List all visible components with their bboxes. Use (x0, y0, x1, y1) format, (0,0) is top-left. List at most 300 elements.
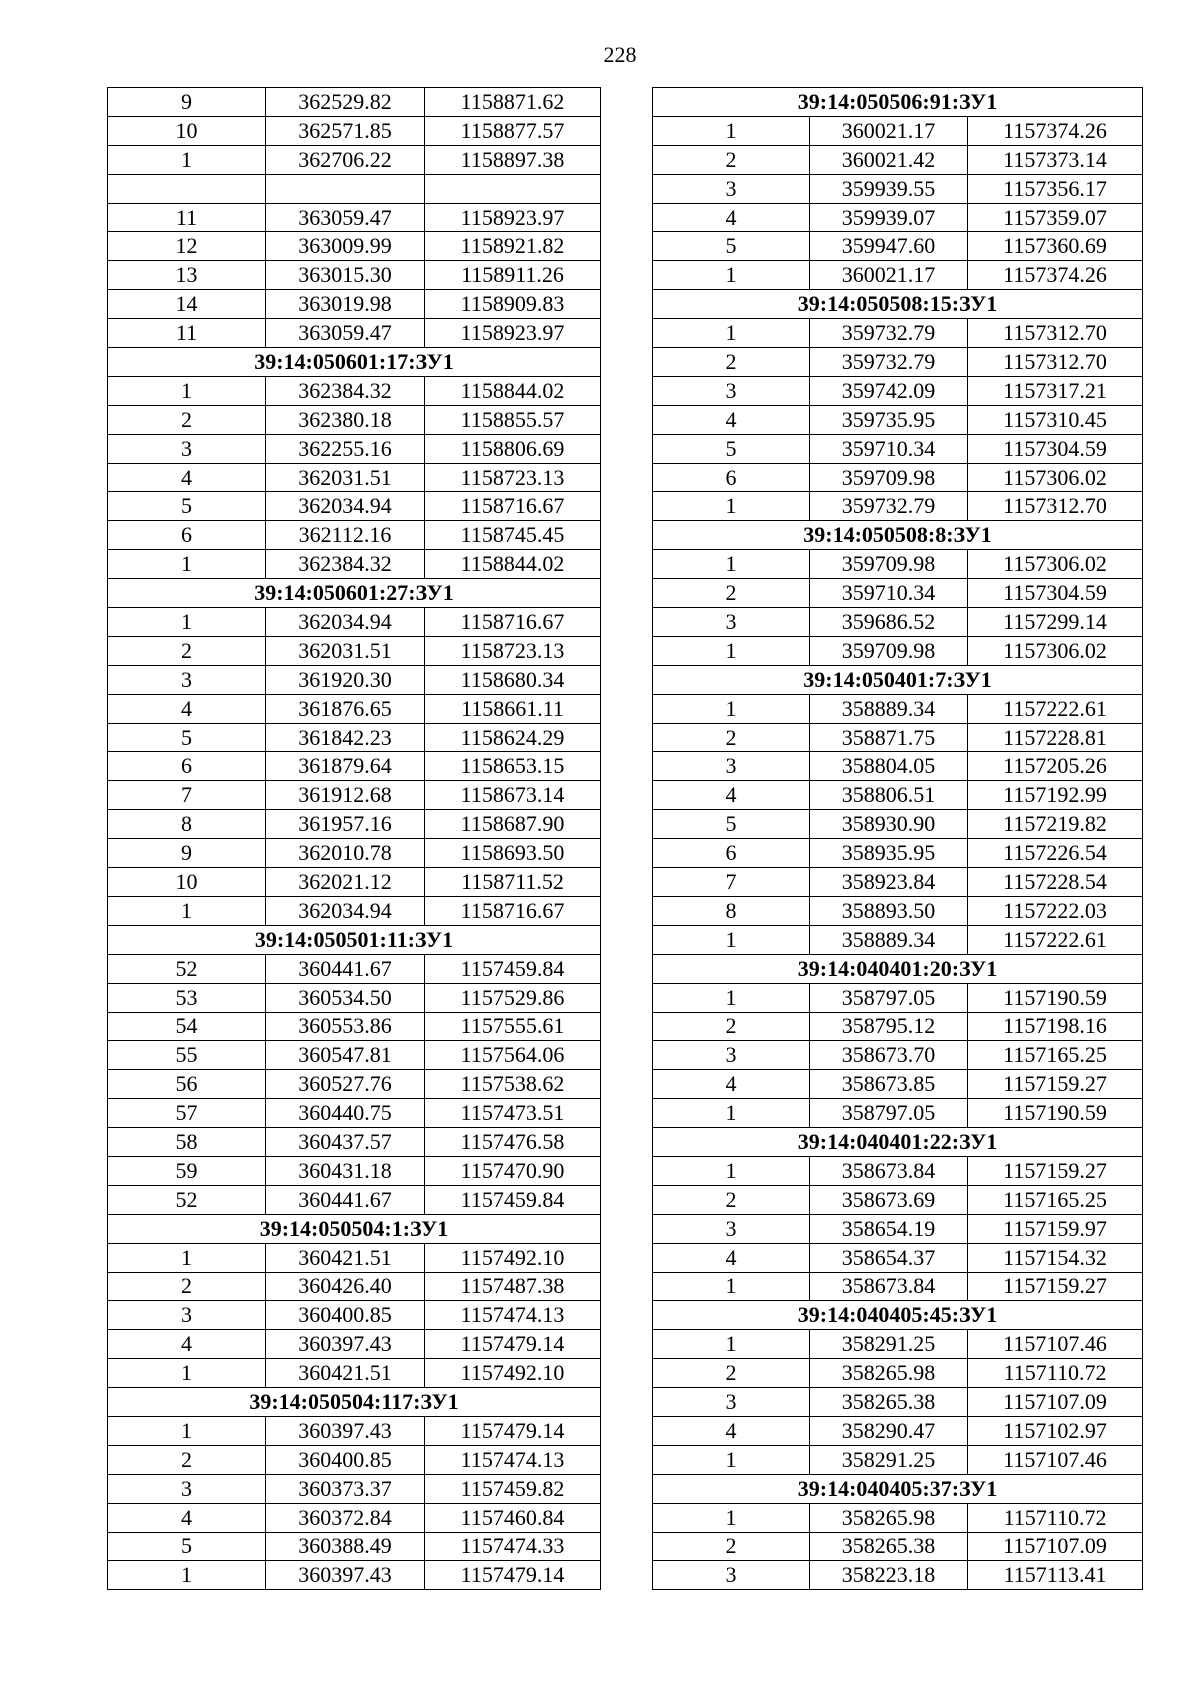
y-coordinate: 1157159.27 (968, 1156, 1143, 1185)
y-coordinate: 1157110.72 (968, 1359, 1143, 1388)
x-coordinate: 358291.25 (810, 1330, 968, 1359)
y-coordinate: 1157479.14 (425, 1561, 601, 1590)
table-row (108, 1099, 601, 1128)
y-coordinate: 1157374.26 (968, 261, 1143, 290)
point-number: 10 (108, 116, 266, 145)
table-row (108, 88, 601, 117)
point-number: 2 (653, 1012, 810, 1041)
point-number: 4 (108, 1503, 266, 1532)
x-coordinate: 360534.50 (266, 983, 425, 1012)
y-coordinate: 1157159.27 (968, 1272, 1143, 1301)
table-row (653, 1330, 1143, 1359)
point-number: 1 (108, 1561, 266, 1590)
point-number: 7 (653, 868, 810, 897)
table-row (653, 925, 1143, 954)
parcel-header-row (108, 1214, 601, 1243)
y-coordinate: 1157312.70 (968, 319, 1143, 348)
point-number: 1 (108, 1359, 266, 1388)
table-row (108, 232, 601, 261)
x-coordinate: 363059.47 (266, 203, 425, 232)
point-number: 3 (653, 608, 810, 637)
y-coordinate: 1158923.97 (425, 319, 601, 348)
point-number: 56 (108, 1070, 266, 1099)
table-row (108, 983, 601, 1012)
parcel-header-row (653, 1474, 1143, 1503)
parcel-id: 39:14:050508:15:ЗУ1 (653, 290, 1143, 319)
x-coordinate: 359947.60 (810, 232, 968, 261)
y-coordinate: 1158661.11 (425, 694, 601, 723)
table-row (653, 261, 1143, 290)
x-coordinate: 362529.82 (266, 88, 425, 117)
y-coordinate: 1157304.59 (968, 579, 1143, 608)
y-coordinate: 1158716.67 (425, 896, 601, 925)
x-coordinate: 362112.16 (266, 521, 425, 550)
parcel-id: 39:14:040401:20:ЗУ1 (653, 954, 1143, 983)
point-number: 52 (108, 954, 266, 983)
point-number: 4 (653, 203, 810, 232)
point-number: 6 (653, 463, 810, 492)
y-coordinate: 1157107.46 (968, 1330, 1143, 1359)
point-number: 1 (108, 896, 266, 925)
x-coordinate: 358265.38 (810, 1388, 968, 1417)
y-coordinate: 1158723.13 (425, 636, 601, 665)
table-row (653, 1214, 1143, 1243)
point-number: 5 (108, 723, 266, 752)
y-coordinate: 1158716.67 (425, 492, 601, 521)
x-coordinate: 362706.22 (266, 145, 425, 174)
table-row (653, 896, 1143, 925)
table-row (653, 1416, 1143, 1445)
table-row (653, 636, 1143, 665)
table-row (108, 636, 601, 665)
point-number: 1 (653, 636, 810, 665)
x-coordinate: 358804.05 (810, 752, 968, 781)
table-row (653, 145, 1143, 174)
y-coordinate: 1157474.33 (425, 1532, 601, 1561)
y-coordinate: 1157110.72 (968, 1503, 1143, 1532)
x-coordinate: 360397.43 (266, 1416, 425, 1445)
table-row (653, 781, 1143, 810)
table-row (653, 116, 1143, 145)
table-row (108, 839, 601, 868)
point-number: 3 (108, 1474, 266, 1503)
y-coordinate: 1157317.21 (968, 376, 1143, 405)
y-coordinate: 1158923.97 (425, 203, 601, 232)
point-number: 4 (108, 463, 266, 492)
table-row (108, 521, 601, 550)
x-coordinate: 359709.98 (810, 636, 968, 665)
table-row (108, 550, 601, 579)
point-number: 4 (653, 1416, 810, 1445)
table-row (108, 1070, 601, 1099)
x-coordinate: 360021.17 (810, 116, 968, 145)
x-coordinate: 359732.79 (810, 348, 968, 377)
point-number: 1 (108, 550, 266, 579)
table-row (108, 145, 601, 174)
point-number: 1 (653, 1445, 810, 1474)
table-row (108, 1359, 601, 1388)
y-coordinate: 1158806.69 (425, 434, 601, 463)
y-coordinate: 1157165.25 (968, 1185, 1143, 1214)
table-row (653, 232, 1143, 261)
y-coordinate: 1157360.69 (968, 232, 1143, 261)
parcel-header-row (653, 1128, 1143, 1157)
parcel-header-row (108, 348, 601, 377)
table-row (108, 463, 601, 492)
y-coordinate: 1157306.02 (968, 636, 1143, 665)
x-coordinate: 362031.51 (266, 636, 425, 665)
x-coordinate: 360372.84 (266, 1503, 425, 1532)
table-row (653, 810, 1143, 839)
x-coordinate: 363015.30 (266, 261, 425, 290)
y-coordinate: 1157374.26 (968, 116, 1143, 145)
x-coordinate: 363019.98 (266, 290, 425, 319)
table-row (108, 1243, 601, 1272)
point-number: 3 (653, 174, 810, 203)
parcel-id: 39:14:040405:37:ЗУ1 (653, 1474, 1143, 1503)
x-coordinate: 360440.75 (266, 1099, 425, 1128)
y-coordinate: 1157459.82 (425, 1474, 601, 1503)
parcel-id: 39:14:040401:22:ЗУ1 (653, 1128, 1143, 1157)
x-coordinate: 359710.34 (810, 434, 968, 463)
x-coordinate: 361957.16 (266, 810, 425, 839)
point-number: 4 (653, 781, 810, 810)
parcel-header-row (108, 1388, 601, 1417)
point-number: 55 (108, 1041, 266, 1070)
table-row (653, 174, 1143, 203)
x-coordinate: 360431.18 (266, 1156, 425, 1185)
x-coordinate: 360397.43 (266, 1561, 425, 1590)
parcel-header-row (108, 925, 601, 954)
y-coordinate: 1157190.59 (968, 1099, 1143, 1128)
x-coordinate: 358654.37 (810, 1243, 968, 1272)
y-coordinate: 1158877.57 (425, 116, 601, 145)
x-coordinate: 363059.47 (266, 319, 425, 348)
y-coordinate: 1157312.70 (968, 492, 1143, 521)
parcel-id: 39:14:050601:27:ЗУ1 (108, 579, 601, 608)
table-row (108, 868, 601, 897)
y-coordinate: 1158680.34 (425, 665, 601, 694)
point-number: 4 (653, 1243, 810, 1272)
point-number: 1 (653, 319, 810, 348)
left-coordinates-table (107, 87, 601, 1590)
y-coordinate: 1157479.14 (425, 1416, 601, 1445)
x-coordinate: 360527.76 (266, 1070, 425, 1099)
y-coordinate: 1157306.02 (968, 550, 1143, 579)
point-number: 1 (653, 1156, 810, 1185)
point-number: 1 (108, 1243, 266, 1272)
x-coordinate: 359735.95 (810, 405, 968, 434)
point-number: 3 (108, 1301, 266, 1330)
table-row (653, 608, 1143, 637)
x-coordinate: 358795.12 (810, 1012, 968, 1041)
y-coordinate: 1157479.14 (425, 1330, 601, 1359)
y-coordinate: 1157102.97 (968, 1416, 1143, 1445)
x-coordinate: 360553.86 (266, 1012, 425, 1041)
y-coordinate: 1157538.62 (425, 1070, 601, 1099)
x-coordinate: 358889.34 (810, 694, 968, 723)
x-coordinate: 361876.65 (266, 694, 425, 723)
point-number: 2 (108, 636, 266, 665)
point-number: 10 (108, 868, 266, 897)
point-number: 59 (108, 1156, 266, 1185)
point-number: 5 (108, 1532, 266, 1561)
table-row (653, 376, 1143, 405)
y-coordinate: 1158723.13 (425, 463, 601, 492)
point-number: 1 (653, 1503, 810, 1532)
x-coordinate: 362384.32 (266, 550, 425, 579)
point-number: 2 (653, 579, 810, 608)
y-coordinate: 1158711.52 (425, 868, 601, 897)
table-row (653, 1359, 1143, 1388)
y-coordinate: 1157113.41 (968, 1561, 1143, 1590)
x-coordinate: 361842.23 (266, 723, 425, 752)
point-number: 2 (108, 405, 266, 434)
point-number: 1 (653, 116, 810, 145)
y-coordinate: 1157107.09 (968, 1532, 1143, 1561)
x-coordinate: 358797.05 (810, 1099, 968, 1128)
table-row (108, 723, 601, 752)
y-coordinate: 1157159.97 (968, 1214, 1143, 1243)
parcel-header-row (653, 88, 1143, 117)
y-coordinate: 1157460.84 (425, 1503, 601, 1532)
point-number: 1 (108, 145, 266, 174)
parcel-id: 39:14:040405:45:ЗУ1 (653, 1301, 1143, 1330)
y-coordinate: 1157555.61 (425, 1012, 601, 1041)
table-row (108, 1128, 601, 1157)
point-number: 3 (653, 1561, 810, 1590)
x-coordinate: 360373.37 (266, 1474, 425, 1503)
x-coordinate: 358673.85 (810, 1070, 968, 1099)
table-row (108, 608, 601, 637)
y-coordinate: 1158653.15 (425, 752, 601, 781)
x-coordinate: 363009.99 (266, 232, 425, 261)
point-number: 1 (653, 1272, 810, 1301)
y-coordinate: 1157304.59 (968, 434, 1143, 463)
point-number (108, 174, 266, 203)
point-number: 1 (653, 694, 810, 723)
parcel-id: 39:14:050501:11:ЗУ1 (108, 925, 601, 954)
x-coordinate: 358265.98 (810, 1503, 968, 1532)
y-coordinate: 1157159.27 (968, 1070, 1143, 1099)
table-row (108, 1474, 601, 1503)
x-coordinate: 360388.49 (266, 1532, 425, 1561)
y-coordinate: 1157226.54 (968, 839, 1143, 868)
table-row (653, 1243, 1143, 1272)
table-row (653, 752, 1143, 781)
x-coordinate: 359939.07 (810, 203, 968, 232)
parcel-header-row (653, 1301, 1143, 1330)
parcel-id: 39:14:050506:91:ЗУ1 (653, 88, 1143, 117)
x-coordinate: 360400.85 (266, 1301, 425, 1330)
point-number: 1 (653, 492, 810, 521)
table-row (108, 896, 601, 925)
table-row (108, 405, 601, 434)
parcel-header-row (653, 290, 1143, 319)
y-coordinate: 1158716.67 (425, 608, 601, 637)
x-coordinate: 360397.43 (266, 1330, 425, 1359)
table-row (653, 868, 1143, 897)
table-row (108, 434, 601, 463)
y-coordinate: 1158745.45 (425, 521, 601, 550)
point-number: 5 (653, 434, 810, 463)
table-row (653, 319, 1143, 348)
x-coordinate: 358806.51 (810, 781, 968, 810)
table-row (108, 665, 601, 694)
point-number: 3 (653, 376, 810, 405)
point-number: 5 (653, 810, 810, 839)
table-row (108, 810, 601, 839)
y-coordinate: 1158921.82 (425, 232, 601, 261)
table-row (653, 723, 1143, 752)
point-number: 54 (108, 1012, 266, 1041)
x-coordinate (266, 174, 425, 203)
x-coordinate: 360021.17 (810, 261, 968, 290)
y-coordinate: 1157107.09 (968, 1388, 1143, 1417)
y-coordinate: 1157107.46 (968, 1445, 1143, 1474)
x-coordinate: 362384.32 (266, 376, 425, 405)
y-coordinate: 1157299.14 (968, 608, 1143, 637)
y-coordinate: 1158855.57 (425, 405, 601, 434)
table-row (108, 261, 601, 290)
x-coordinate: 358673.84 (810, 1272, 968, 1301)
x-coordinate: 360426.40 (266, 1272, 425, 1301)
x-coordinate: 358654.19 (810, 1214, 968, 1243)
x-coordinate: 358893.50 (810, 896, 968, 925)
parcel-id: 39:14:050504:1:ЗУ1 (108, 1214, 601, 1243)
x-coordinate: 360421.51 (266, 1359, 425, 1388)
x-coordinate: 362380.18 (266, 405, 425, 434)
point-number: 4 (108, 694, 266, 723)
y-coordinate: 1157306.02 (968, 463, 1143, 492)
table-row (108, 1272, 601, 1301)
point-number: 3 (108, 434, 266, 463)
table-row (108, 1301, 601, 1330)
point-number: 3 (108, 665, 266, 694)
table-row (653, 1156, 1143, 1185)
point-number: 2 (653, 145, 810, 174)
parcel-id: 39:14:050601:17:ЗУ1 (108, 348, 601, 377)
table-row (653, 203, 1143, 232)
point-number: 3 (653, 1041, 810, 1070)
y-coordinate: 1157564.06 (425, 1041, 601, 1070)
point-number: 1 (653, 550, 810, 579)
table-row (108, 1532, 601, 1561)
point-number: 1 (653, 925, 810, 954)
x-coordinate: 359742.09 (810, 376, 968, 405)
x-coordinate: 360421.51 (266, 1243, 425, 1272)
y-coordinate: 1158693.50 (425, 839, 601, 868)
parcel-header-row (653, 521, 1143, 550)
parcel-header-row (653, 954, 1143, 983)
table-row (108, 116, 601, 145)
table-row (653, 839, 1143, 868)
y-coordinate: 1157356.17 (968, 174, 1143, 203)
y-coordinate (425, 174, 601, 203)
x-coordinate: 358265.98 (810, 1359, 968, 1388)
table-row (653, 1561, 1143, 1590)
point-number: 4 (653, 1070, 810, 1099)
x-coordinate: 359686.52 (810, 608, 968, 637)
x-coordinate: 358889.34 (810, 925, 968, 954)
y-coordinate: 1157222.61 (968, 925, 1143, 954)
table-row (108, 1012, 601, 1041)
y-coordinate: 1157470.90 (425, 1156, 601, 1185)
y-coordinate: 1157198.16 (968, 1012, 1143, 1041)
point-number: 1 (108, 608, 266, 637)
x-coordinate: 358291.25 (810, 1445, 968, 1474)
y-coordinate: 1158844.02 (425, 376, 601, 405)
y-coordinate: 1157529.86 (425, 983, 601, 1012)
y-coordinate: 1157219.82 (968, 810, 1143, 839)
x-coordinate: 358673.84 (810, 1156, 968, 1185)
x-coordinate: 360441.67 (266, 954, 425, 983)
table-row (653, 550, 1143, 579)
y-coordinate: 1157222.61 (968, 694, 1143, 723)
y-coordinate: 1157487.38 (425, 1272, 601, 1301)
point-number: 13 (108, 261, 266, 290)
point-number: 1 (653, 1099, 810, 1128)
table-row (653, 1099, 1143, 1128)
point-number: 3 (653, 1214, 810, 1243)
x-coordinate: 360441.67 (266, 1185, 425, 1214)
table-row (108, 1561, 601, 1590)
y-coordinate: 1157228.81 (968, 723, 1143, 752)
x-coordinate: 358223.18 (810, 1561, 968, 1590)
y-coordinate: 1157312.70 (968, 348, 1143, 377)
table-row (653, 1272, 1143, 1301)
x-coordinate: 358290.47 (810, 1416, 968, 1445)
table-row (108, 492, 601, 521)
right-coordinates-table (652, 87, 1143, 1590)
point-number: 11 (108, 203, 266, 232)
table-row (653, 1388, 1143, 1417)
left-table-body (108, 88, 601, 1590)
x-coordinate: 358797.05 (810, 983, 968, 1012)
y-coordinate: 1157205.26 (968, 752, 1143, 781)
x-coordinate: 358923.84 (810, 868, 968, 897)
x-coordinate: 361920.30 (266, 665, 425, 694)
parcel-header-row (108, 579, 601, 608)
point-number: 8 (108, 810, 266, 839)
y-coordinate: 1157190.59 (968, 983, 1143, 1012)
point-number: 2 (653, 1532, 810, 1561)
y-coordinate: 1158844.02 (425, 550, 601, 579)
table-row (653, 983, 1143, 1012)
table-row (653, 492, 1143, 521)
table-row (653, 405, 1143, 434)
table-row (108, 694, 601, 723)
point-number: 2 (653, 1185, 810, 1214)
y-coordinate: 1158624.29 (425, 723, 601, 752)
point-number: 3 (653, 1388, 810, 1417)
x-coordinate: 362031.51 (266, 463, 425, 492)
point-number: 1 (653, 983, 810, 1012)
x-coordinate: 360547.81 (266, 1041, 425, 1070)
point-number: 14 (108, 290, 266, 319)
table-row (653, 1012, 1143, 1041)
point-number: 1 (653, 1330, 810, 1359)
y-coordinate: 1157228.54 (968, 868, 1143, 897)
table-row (653, 1503, 1143, 1532)
x-coordinate: 362034.94 (266, 492, 425, 521)
x-coordinate: 360021.42 (810, 145, 968, 174)
point-number: 52 (108, 1185, 266, 1214)
table-row (108, 376, 601, 405)
table-row (653, 434, 1143, 463)
table-row (108, 319, 601, 348)
table-row (108, 954, 601, 983)
